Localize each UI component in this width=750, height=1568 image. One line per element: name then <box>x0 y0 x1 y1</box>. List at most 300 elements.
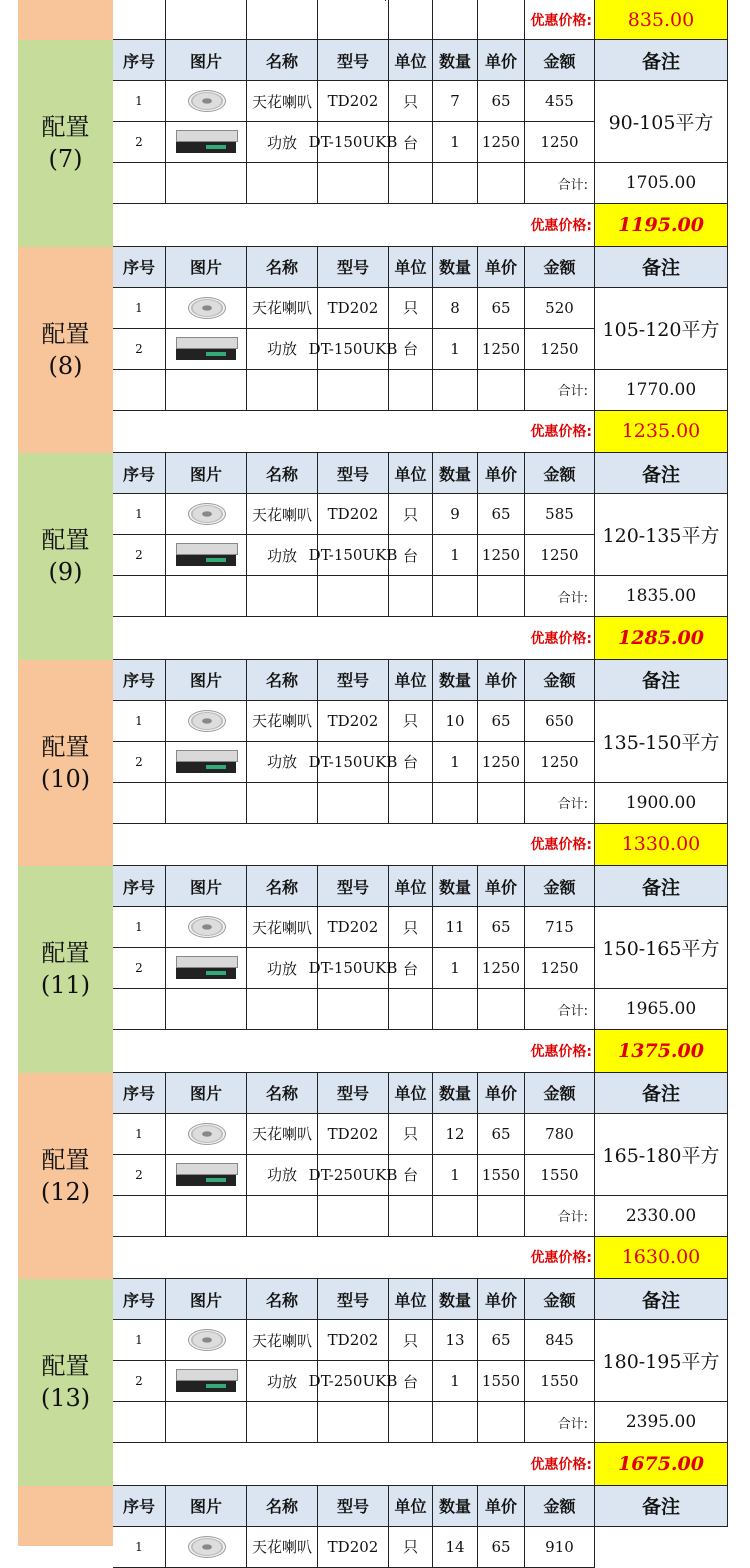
item-image <box>166 1527 247 1568</box>
item-seq: 2 <box>113 742 166 783</box>
item-amount: 520 <box>525 288 595 329</box>
header-name: 名称 <box>247 660 318 701</box>
total-label: 合计: <box>525 1402 595 1443</box>
table-cell <box>318 576 389 617</box>
amplifier-icon <box>176 1162 236 1188</box>
item-unit-price: 1250 <box>478 742 525 783</box>
header-price: 单价 <box>478 40 525 81</box>
table-cell <box>433 1402 478 1443</box>
item-seq: 1 <box>113 1527 166 1568</box>
amplifier-top <box>176 337 238 349</box>
promo-price-label: 优惠价格: <box>113 0 595 40</box>
item-amount: 1250 <box>525 122 595 163</box>
table-cell <box>433 370 478 411</box>
item-unit: 台 <box>389 1155 433 1196</box>
header-note: 备注 <box>595 660 728 701</box>
item-seq: 2 <box>113 122 166 163</box>
header-note: 备注 <box>595 40 728 81</box>
promo-price-value: 1235.00 <box>595 411 728 454</box>
item-model: DT-250UKB <box>318 1361 389 1402</box>
header-price: 单价 <box>478 247 525 288</box>
table-cell <box>247 576 318 617</box>
table-cell <box>433 989 478 1030</box>
config-title: 配置 <box>41 113 90 142</box>
item-name: 天花喇叭 <box>247 907 318 948</box>
header-price: 单价 <box>478 660 525 701</box>
item-qty: 1 <box>433 1361 478 1402</box>
table-cell <box>389 989 433 1030</box>
header-seq: 序号 <box>113 1486 166 1527</box>
table-cell <box>113 163 166 204</box>
amplifier-top <box>176 1369 238 1381</box>
table-cell <box>166 370 247 411</box>
table-cell <box>389 163 433 204</box>
item-amount: 780 <box>525 1114 595 1155</box>
item-amount: 715 <box>525 907 595 948</box>
header-note: 备注 <box>595 453 728 494</box>
total-label: 合计: <box>525 783 595 824</box>
item-name: 功放 <box>247 742 318 783</box>
item-unit: 台 <box>389 535 433 576</box>
item-name: 天花喇叭 <box>247 81 318 122</box>
header-name: 名称 <box>247 40 318 81</box>
config-side-label <box>18 247 113 454</box>
header-name: 名称 <box>247 247 318 288</box>
config-title: 配置 <box>41 939 90 968</box>
header-unit: 单位 <box>389 866 433 907</box>
item-seq: 1 <box>113 1320 166 1361</box>
header-seq: 序号 <box>113 1073 166 1114</box>
total-value: 1835.00 <box>595 576 728 617</box>
table-cell <box>113 783 166 824</box>
item-name: 天花喇叭 <box>247 288 318 329</box>
config-block <box>0 453 750 660</box>
promo-price-value: 1630.00 <box>595 1237 728 1280</box>
item-name: 天花喇叭 <box>247 1114 318 1155</box>
promo-price-label: 优惠价格: <box>113 1030 595 1073</box>
total-value: 1965.00 <box>595 989 728 1030</box>
config-block <box>0 1486 750 1556</box>
total-label: 合计: <box>525 576 595 617</box>
item-model: DT-150UKB <box>318 742 389 783</box>
header-amount: 金额 <box>525 866 595 907</box>
item-model: TD202 <box>318 701 389 742</box>
promo-price-value: 1330.00 <box>595 824 728 867</box>
item-model: TD202 <box>318 907 389 948</box>
item-amount: 1250 <box>525 948 595 989</box>
table-cell <box>113 576 166 617</box>
table-cell <box>318 370 389 411</box>
table-cell <box>389 576 433 617</box>
amplifier-front <box>176 968 236 979</box>
header-img: 图片 <box>166 40 247 81</box>
speaker-grille <box>188 90 226 112</box>
item-model: TD202 <box>318 81 389 122</box>
item-unit: 台 <box>389 1361 433 1402</box>
header-qty: 数量 <box>433 1279 478 1320</box>
config-table <box>113 247 728 454</box>
item-image <box>166 948 247 989</box>
item-amount: 1250 <box>525 535 595 576</box>
item-seq: 2 <box>113 329 166 370</box>
config-number: (11) <box>40 971 91 1000</box>
item-seq: 1 <box>113 1114 166 1155</box>
item-unit: 只 <box>389 288 433 329</box>
table-cell <box>113 1196 166 1237</box>
header-note: 备注 <box>595 1279 728 1320</box>
item-name: 功放 <box>247 948 318 989</box>
header-amount: 金额 <box>525 40 595 81</box>
table-cell <box>166 1402 247 1443</box>
item-unit: 台 <box>389 122 433 163</box>
speaker-grille <box>188 710 226 732</box>
remark-area: 135-150平方 <box>595 701 728 783</box>
item-model: TD202 <box>318 1527 389 1568</box>
amplifier-top <box>176 956 238 968</box>
item-name: 天花喇叭 <box>247 701 318 742</box>
item-name: 功放 <box>247 535 318 576</box>
item-unit: 只 <box>389 494 433 535</box>
header-img: 图片 <box>166 1486 247 1527</box>
item-qty: 12 <box>433 1114 478 1155</box>
promo-price-value: 1285.00 <box>595 617 728 660</box>
item-seq: 2 <box>113 948 166 989</box>
item-unit-price: 1250 <box>478 535 525 576</box>
header-note: 备注 <box>595 866 728 907</box>
item-model: TD202 <box>318 1114 389 1155</box>
table-cell <box>113 989 166 1030</box>
item-seq: 2 <box>113 535 166 576</box>
header-price: 单价 <box>478 1073 525 1114</box>
speaker-grille <box>188 503 226 525</box>
header-qty: 数量 <box>433 1073 478 1114</box>
header-qty: 数量 <box>433 247 478 288</box>
table-cell <box>247 1402 318 1443</box>
table-cell <box>166 576 247 617</box>
promo-price-label: 优惠价格: <box>113 1443 595 1486</box>
config-title: 配置 <box>41 1145 90 1174</box>
item-qty: 10 <box>433 701 478 742</box>
table-cell <box>166 989 247 1030</box>
table-cell <box>389 1196 433 1237</box>
item-unit-price: 1550 <box>478 1361 525 1402</box>
config-title: 配置 <box>41 1352 90 1381</box>
header-seq: 序号 <box>113 40 166 81</box>
header-img: 图片 <box>166 1073 247 1114</box>
speaker-grille <box>188 297 226 319</box>
amplifier-front <box>176 1381 236 1392</box>
item-seq: 1 <box>113 907 166 948</box>
table-cell <box>433 576 478 617</box>
item-unit: 只 <box>389 1114 433 1155</box>
item-unit: 台 <box>389 329 433 370</box>
promo-price-label: 优惠价格: <box>113 617 595 660</box>
table-cell <box>478 163 525 204</box>
item-unit-price: 1250 <box>478 948 525 989</box>
item-name: 功放 <box>247 122 318 163</box>
item-unit-price: 1250 <box>478 122 525 163</box>
remark-area: 150-165平方 <box>595 907 728 989</box>
item-seq: 1 <box>113 81 166 122</box>
amplifier-icon <box>176 1368 236 1394</box>
amplifier-front <box>176 142 236 153</box>
header-amount: 金额 <box>525 453 595 494</box>
item-seq: 1 <box>113 288 166 329</box>
ceiling-speaker-icon <box>184 88 228 114</box>
header-model: 型号 <box>318 660 389 701</box>
promo-price-label: 优惠价格: <box>113 204 595 247</box>
header-amount: 金额 <box>525 1279 595 1320</box>
speaker-grille <box>188 1123 226 1145</box>
item-unit-price: 65 <box>478 1114 525 1155</box>
total-label: 合计: <box>525 163 595 204</box>
header-img: 图片 <box>166 866 247 907</box>
config-6-partial <box>0 0 750 40</box>
item-name: 天花喇叭 <box>247 1320 318 1361</box>
remark-area: 105-120平方 <box>595 288 728 370</box>
item-image <box>166 742 247 783</box>
item-amount: 910 <box>525 1527 595 1568</box>
header-seq: 序号 <box>113 866 166 907</box>
amplifier-front <box>176 349 236 360</box>
config-block <box>0 247 750 454</box>
item-qty: 1 <box>433 742 478 783</box>
header-qty: 数量 <box>433 40 478 81</box>
ceiling-speaker-icon <box>184 1121 228 1147</box>
config-table <box>113 1073 728 1280</box>
item-qty: 1 <box>433 535 478 576</box>
ceiling-speaker-icon <box>184 295 228 321</box>
item-unit-price: 1550 <box>478 1155 525 1196</box>
amplifier-icon <box>176 129 236 155</box>
table-cell <box>389 1402 433 1443</box>
header-model: 型号 <box>318 1073 389 1114</box>
header-unit: 单位 <box>389 40 433 81</box>
item-amount: 650 <box>525 701 595 742</box>
header-model: 型号 <box>318 1486 389 1527</box>
amplifier-icon <box>176 749 236 775</box>
item-amount: 1250 <box>525 742 595 783</box>
config-block <box>0 1073 750 1280</box>
table-cell <box>318 783 389 824</box>
item-name: 功放 <box>247 329 318 370</box>
config-side-label <box>18 453 113 660</box>
header-img: 图片 <box>166 453 247 494</box>
header-note: 备注 <box>595 1486 728 1527</box>
promo-price-value: 1375.00 <box>595 1030 728 1073</box>
header-price: 单价 <box>478 1279 525 1320</box>
header-unit: 单位 <box>389 247 433 288</box>
item-image <box>166 329 247 370</box>
table-cell <box>318 1196 389 1237</box>
table-cell <box>247 370 318 411</box>
item-qty: 1 <box>433 122 478 163</box>
header-price: 单价 <box>478 1486 525 1527</box>
item-unit: 只 <box>389 1320 433 1361</box>
speaker-grille <box>188 1536 226 1558</box>
item-unit: 只 <box>389 907 433 948</box>
header-amount: 金额 <box>525 1486 595 1527</box>
ceiling-speaker-icon <box>184 708 228 734</box>
config-number: (13) <box>40 1384 91 1413</box>
config-number: (8) <box>48 351 83 380</box>
header-model: 型号 <box>318 247 389 288</box>
item-unit: 台 <box>389 948 433 989</box>
header-note: 备注 <box>595 1073 728 1114</box>
config-table <box>113 0 728 40</box>
item-amount: 455 <box>525 81 595 122</box>
header-amount: 金额 <box>525 660 595 701</box>
table-cell <box>166 783 247 824</box>
config-table <box>113 660 728 867</box>
header-model: 型号 <box>318 866 389 907</box>
header-img: 图片 <box>166 247 247 288</box>
promo-price-value: 835.00 <box>595 0 728 40</box>
item-image <box>166 535 247 576</box>
item-image <box>166 122 247 163</box>
config-side-label <box>18 1073 113 1280</box>
table-cell <box>478 576 525 617</box>
header-unit: 单位 <box>389 1486 433 1527</box>
config-side-label <box>18 1279 113 1486</box>
amplifier-icon <box>176 336 236 362</box>
config-block <box>0 40 750 247</box>
item-model: DT-150UKB <box>318 535 389 576</box>
header-unit: 单位 <box>389 1073 433 1114</box>
total-value: 2330.00 <box>595 1196 728 1237</box>
table-cell <box>318 989 389 1030</box>
item-seq: 1 <box>113 494 166 535</box>
item-unit-price: 65 <box>478 701 525 742</box>
table-cell <box>433 163 478 204</box>
header-qty: 数量 <box>433 866 478 907</box>
config-block <box>0 866 750 1073</box>
item-qty: 8 <box>433 288 478 329</box>
header-qty: 数量 <box>433 1486 478 1527</box>
item-amount: 585 <box>525 494 595 535</box>
promo-price-label: 优惠价格: <box>113 824 595 867</box>
config-block <box>0 660 750 867</box>
header-qty: 数量 <box>433 453 478 494</box>
header-name: 名称 <box>247 1279 318 1320</box>
total-value: 1900.00 <box>595 783 728 824</box>
item-qty: 11 <box>433 907 478 948</box>
item-image <box>166 701 247 742</box>
config-table <box>113 1279 728 1486</box>
ceiling-speaker-icon <box>184 914 228 940</box>
table-cell <box>478 989 525 1030</box>
item-model: DT-150UKB <box>318 948 389 989</box>
total-label: 合计: <box>525 370 595 411</box>
header-seq: 序号 <box>113 453 166 494</box>
item-model: DT-150UKB <box>318 122 389 163</box>
item-qty: 9 <box>433 494 478 535</box>
config-table <box>113 40 728 247</box>
remark-area: 120-135平方 <box>595 494 728 576</box>
item-model: TD202 <box>318 494 389 535</box>
table-cell <box>433 783 478 824</box>
table-cell <box>247 783 318 824</box>
item-unit-price: 65 <box>478 1527 525 1568</box>
item-qty: 13 <box>433 1320 478 1361</box>
total-value: 1705.00 <box>595 163 728 204</box>
item-unit-price: 65 <box>478 494 525 535</box>
table-cell <box>478 1402 525 1443</box>
item-model: DT-150UKB <box>318 329 389 370</box>
remark-area: 90-105平方 <box>595 81 728 163</box>
header-note: 备注 <box>595 247 728 288</box>
header-model: 型号 <box>318 40 389 81</box>
table-cell <box>318 163 389 204</box>
amplifier-front <box>176 1175 236 1186</box>
item-image <box>166 1361 247 1402</box>
table-cell <box>478 370 525 411</box>
item-unit-price: 65 <box>478 288 525 329</box>
speaker-grille <box>188 1329 226 1351</box>
header-name: 名称 <box>247 1073 318 1114</box>
config-side-label <box>18 1486 113 1547</box>
config-block <box>0 1279 750 1486</box>
item-qty: 7 <box>433 81 478 122</box>
item-seq: 1 <box>113 701 166 742</box>
config-number: (7) <box>48 145 83 174</box>
item-unit: 只 <box>389 81 433 122</box>
header-img: 图片 <box>166 660 247 701</box>
total-label: 合计: <box>525 989 595 1030</box>
table-cell <box>166 1196 247 1237</box>
item-unit: 台 <box>389 742 433 783</box>
item-qty: 14 <box>433 1527 478 1568</box>
item-amount: 845 <box>525 1320 595 1361</box>
item-unit-price: 1250 <box>478 329 525 370</box>
config-table <box>113 1486 728 1556</box>
config-title: 配置 <box>41 526 90 555</box>
config-side-label <box>18 660 113 867</box>
table-cell <box>166 163 247 204</box>
header-name: 名称 <box>247 453 318 494</box>
item-image <box>166 1320 247 1361</box>
header-qty: 数量 <box>433 660 478 701</box>
config-title: 配置 <box>41 732 90 761</box>
config-number: (9) <box>48 558 83 587</box>
remark-area: 180-195平方 <box>595 1320 728 1402</box>
amplifier-top <box>176 750 238 762</box>
total-value: 2395.00 <box>595 1402 728 1443</box>
config-side-label <box>18 866 113 1073</box>
table-cell <box>478 1196 525 1237</box>
ceiling-speaker-icon <box>184 1327 228 1353</box>
amplifier-top <box>176 130 238 142</box>
header-amount: 金额 <box>525 1073 595 1114</box>
config-number: (10) <box>40 764 91 793</box>
item-amount: 1250 <box>525 329 595 370</box>
header-price: 单价 <box>478 866 525 907</box>
item-image <box>166 907 247 948</box>
speaker-grille <box>188 916 226 938</box>
amplifier-top <box>176 543 238 555</box>
table-cell <box>433 1196 478 1237</box>
header-name: 名称 <box>247 866 318 907</box>
item-name: 功放 <box>247 1361 318 1402</box>
config-number: (12) <box>40 1177 91 1206</box>
item-qty: 1 <box>433 329 478 370</box>
header-model: 型号 <box>318 453 389 494</box>
ceiling-speaker-icon <box>184 1534 228 1560</box>
table-cell <box>247 989 318 1030</box>
table-cell <box>113 370 166 411</box>
item-qty: 1 <box>433 948 478 989</box>
header-seq: 序号 <box>113 247 166 288</box>
